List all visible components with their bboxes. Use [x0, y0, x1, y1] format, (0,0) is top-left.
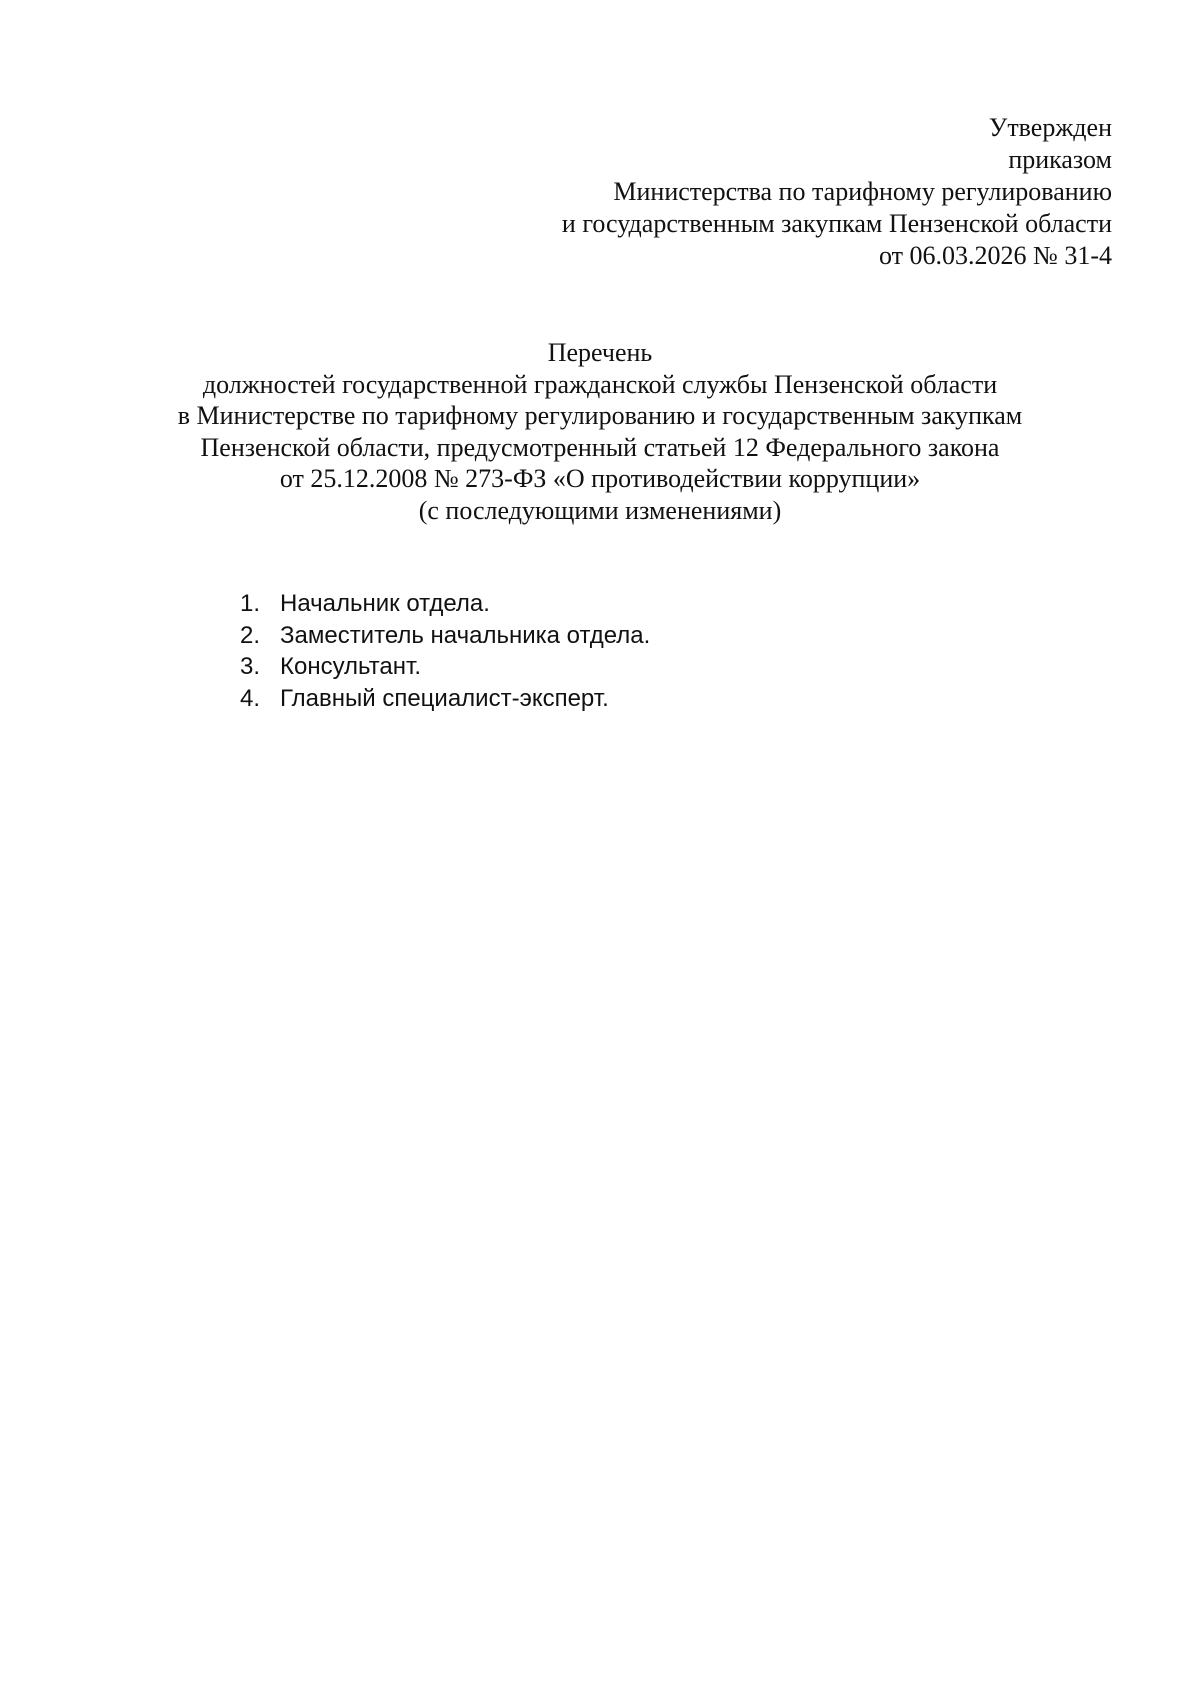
list-item-text: Заместитель начальника отдела.	[280, 621, 651, 649]
list-item	[240, 620, 650, 652]
list-item-number: 2.	[240, 621, 261, 649]
approval-line: Утвержден	[988, 113, 1112, 142]
title-line: от 25.12.2008 № 273-ФЗ «О противодействии коррупции»	[279, 464, 921, 493]
title-line: (с последующими изменениями)	[418, 495, 782, 525]
approval-date: от 06.03.2026 № 31-4	[879, 241, 1112, 270]
title-heading: Перечень	[547, 338, 653, 367]
approval-stamp	[412, 112, 1112, 272]
approval-line: Министерства по тарифному регулированию	[613, 177, 1112, 206]
list-item-text: Консультант.	[280, 653, 422, 680]
approval-line: приказом	[1008, 145, 1112, 174]
approval-line: и государственным закупкам Пензенской области	[561, 209, 1112, 238]
list-item-number: 1.	[240, 590, 261, 617]
list-item	[240, 588, 650, 620]
list-item	[240, 651, 650, 683]
list-item-text: Главный специалист-эксперт.	[280, 684, 609, 712]
title-line: должностей государственной гражданской службы Пензенской области	[202, 369, 998, 399]
title-line: в Министерстве по тарифному регулированию и государственным закупкам	[177, 401, 1023, 430]
positions-list	[240, 588, 650, 714]
document-title	[0, 337, 1200, 526]
title-line: Пензенской области, предусмотренный статьей 12 Федерального закона	[200, 432, 1000, 462]
list-item-text: Начальник отдела.	[280, 590, 490, 617]
list-item	[240, 683, 650, 715]
list-item-number: 3.	[240, 653, 261, 680]
list-item-number: 4.	[240, 684, 261, 712]
